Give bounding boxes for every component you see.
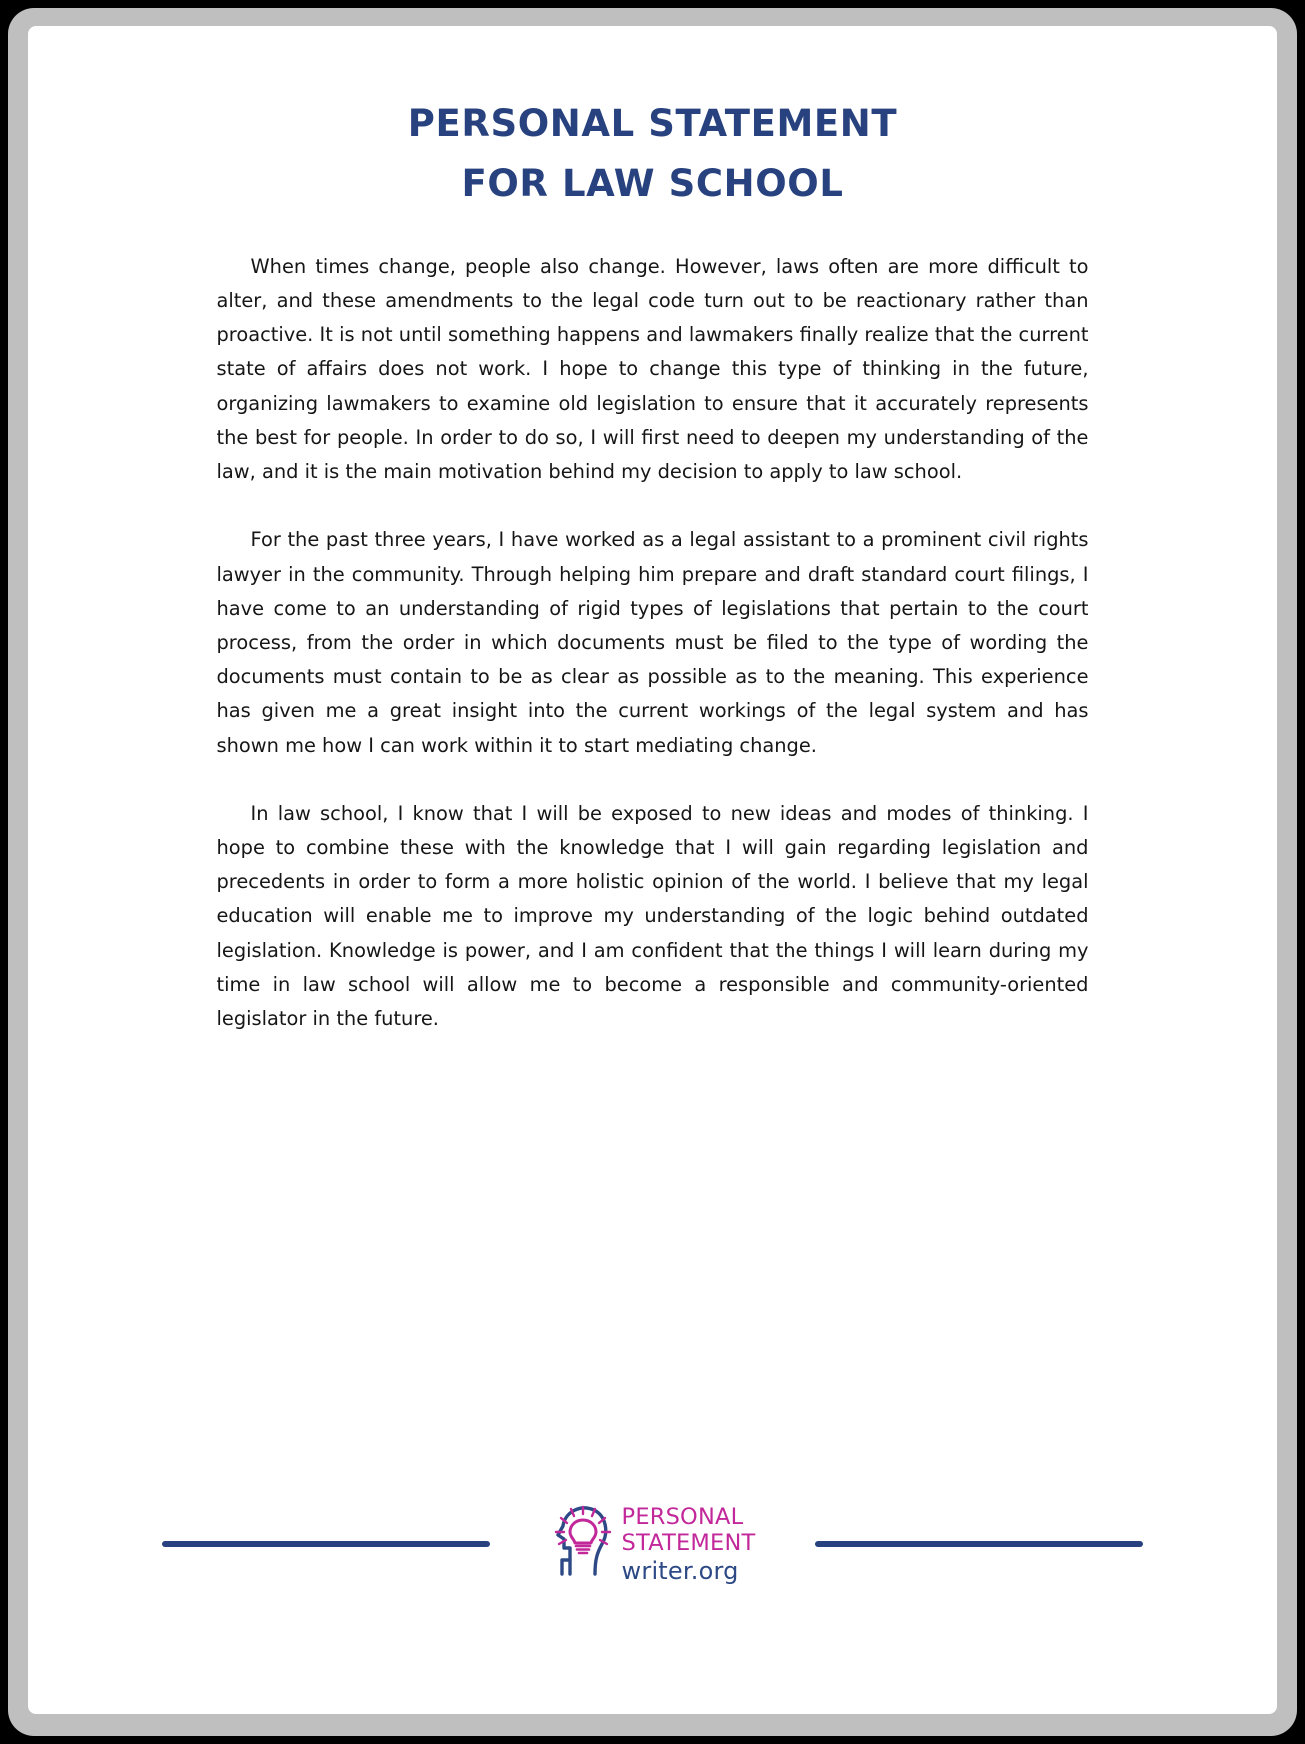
- document-body: [217, 214, 1089, 1036]
- brand-line-domain: writer.org: [621, 1556, 739, 1585]
- brand-logo[interactable]: [550, 1504, 756, 1584]
- footer-divider-left: [162, 1541, 490, 1547]
- brand-line-personal: PERSONAL: [621, 1503, 744, 1530]
- page-title: [28, 26, 1277, 214]
- document-footer: [28, 1492, 1277, 1596]
- page-title-line-2: FOR LAW SCHOOL: [461, 161, 844, 205]
- document-frame: [8, 8, 1297, 1736]
- page-title-line-1: PERSONAL STATEMENT: [407, 102, 898, 145]
- head-lightbulb-icon: [550, 1504, 614, 1584]
- body-paragraph-2: For the past three years, I have worked as a legal assistant to a prominent civil rights lawyer in the community. Through helping him prepare and draft standard court filings, I have come to an understanding of rigid types of legislations that pertain to the court process, from the order in which documents must be filed to the type of wording the documents must contain to be as clear as possible as to the meaning. This experience has given me a great insight into the current workings of the legal system and has shown me how I can work within it to start mediating change.: [216, 528, 1089, 757]
- brand-line-statement: STATEMENT: [621, 1530, 756, 1556]
- brand-logo-text: [621, 1503, 756, 1585]
- document-page: [28, 26, 1277, 1714]
- footer-divider-right: [815, 1541, 1143, 1547]
- body-paragraph-3: In law school, I know that I will be exposed to new ideas and modes of thinking. I hope to combine these with the knowledge that I will gain regarding legislation and precedents in order to form a more holistic opinion of the world. I believe that my legal education will enable me to improve my understanding of the logic behind outdated legislation. Knowledge is power, and I am confident that the things I will learn during my time in law school will allow me to become a responsible and community-oriented legislator in the future.: [216, 801, 1089, 1030]
- body-paragraph-1: When times change, people also change. However, laws often are more difficult to alter, and these amendments to the legal code turn out to be reactionary rather than proactive. It is not until something happens and lawmakers finally realize that the current state of affairs does not work. I hope to change this type of thinking in the future, organizing lawmakers to examine old legislation to ensure that it accurately represents the best for people. In order to do so, I will first need to deepen my understanding of the law, and it is the main motivation behind my decision to apply to law school.: [216, 254, 1089, 484]
